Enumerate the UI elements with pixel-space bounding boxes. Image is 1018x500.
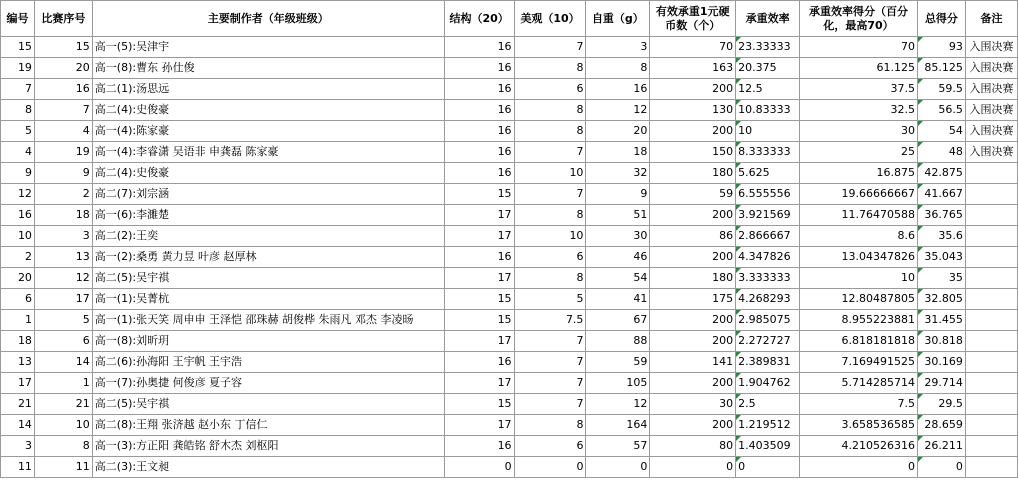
table-row bbox=[1, 289, 1018, 310]
cell-efficiency[interactable]: 0 bbox=[736, 457, 800, 478]
header-appearance[interactable]: 美观（10） bbox=[514, 1, 586, 37]
cell-eff-score[interactable]: 61.125 bbox=[800, 58, 918, 79]
cell-note[interactable] bbox=[965, 163, 1017, 184]
header-seq[interactable]: 比赛序号 bbox=[34, 1, 92, 37]
cell-structure[interactable]: 16 bbox=[444, 352, 514, 373]
cell-weight[interactable]: 164 bbox=[586, 415, 650, 436]
cell-eff-score[interactable]: 70 bbox=[800, 37, 918, 58]
cell-author[interactable]: 高二(5):吴宇祺 bbox=[92, 268, 444, 289]
cell-appearance[interactable]: 6 bbox=[514, 247, 586, 268]
cell-efficiency[interactable]: 4.347826 bbox=[736, 247, 800, 268]
cell-note[interactable] bbox=[965, 415, 1017, 436]
cell-appearance[interactable]: 6 bbox=[514, 436, 586, 457]
cell-structure[interactable]: 0 bbox=[444, 457, 514, 478]
cell-structure[interactable]: 15 bbox=[444, 184, 514, 205]
table-row bbox=[1, 247, 1018, 268]
cell-note[interactable]: 入围决赛 bbox=[965, 142, 1017, 163]
cell-total[interactable]: 26.211 bbox=[917, 436, 965, 457]
cell-coins[interactable]: 200 bbox=[650, 79, 736, 100]
cell-seq[interactable]: 14 bbox=[34, 352, 92, 373]
table-row bbox=[1, 184, 1018, 205]
cell-author[interactable]: 高二(6):孙海阳 王宇帆 王宇浩 bbox=[92, 352, 444, 373]
cell-eff-score[interactable]: 7.169491525 bbox=[800, 352, 918, 373]
cell-coins[interactable]: 86 bbox=[650, 226, 736, 247]
cell-structure[interactable]: 16 bbox=[444, 100, 514, 121]
cell-note[interactable] bbox=[965, 205, 1017, 226]
cell-total[interactable]: 30.818 bbox=[917, 331, 965, 352]
cell-efficiency[interactable]: 2.272727 bbox=[736, 331, 800, 352]
cell-total[interactable]: 35.043 bbox=[917, 247, 965, 268]
cell-eff-score[interactable]: 13.04347826 bbox=[800, 247, 918, 268]
cell-coins[interactable]: 59 bbox=[650, 184, 736, 205]
cell-efficiency[interactable]: 2.985075 bbox=[736, 310, 800, 331]
cell-seq[interactable]: 10 bbox=[34, 415, 92, 436]
cell-eff-score[interactable]: 32.5 bbox=[800, 100, 918, 121]
cell-note[interactable] bbox=[965, 436, 1017, 457]
cell-author[interactable]: 高一(3):方正阳 龚皓铭 舒木杰 刘枢阳 bbox=[92, 436, 444, 457]
cell-structure[interactable]: 16 bbox=[444, 142, 514, 163]
cell-structure[interactable]: 17 bbox=[444, 226, 514, 247]
table-row bbox=[1, 58, 1018, 79]
cell-structure[interactable]: 16 bbox=[444, 247, 514, 268]
cell-id[interactable]: 16 bbox=[1, 205, 35, 226]
cell-efficiency[interactable]: 12.5 bbox=[736, 79, 800, 100]
cell-id[interactable]: 2 bbox=[1, 247, 35, 268]
cell-weight[interactable]: 0 bbox=[586, 457, 650, 478]
cell-id[interactable]: 14 bbox=[1, 415, 35, 436]
cell-id[interactable]: 4 bbox=[1, 142, 35, 163]
header-structure[interactable]: 结构（20） bbox=[444, 1, 514, 37]
cell-coins[interactable]: 163 bbox=[650, 58, 736, 79]
cell-seq[interactable]: 19 bbox=[34, 142, 92, 163]
cell-eff-score[interactable]: 8.6 bbox=[800, 226, 918, 247]
table-row bbox=[1, 205, 1018, 226]
cell-appearance[interactable]: 10 bbox=[514, 226, 586, 247]
header-note[interactable]: 备注 bbox=[965, 1, 1017, 37]
cell-author[interactable]: 高一(6):李濉楚 bbox=[92, 205, 444, 226]
cell-eff-score[interactable]: 5.714285714 bbox=[800, 373, 918, 394]
table-row bbox=[1, 394, 1018, 415]
cell-appearance[interactable]: 7.5 bbox=[514, 310, 586, 331]
cell-id[interactable]: 10 bbox=[1, 226, 35, 247]
cell-seq[interactable]: 9 bbox=[34, 163, 92, 184]
cell-appearance[interactable]: 7 bbox=[514, 373, 586, 394]
cell-seq[interactable]: 7 bbox=[34, 100, 92, 121]
cell-efficiency[interactable]: 4.268293 bbox=[736, 289, 800, 310]
cell-efficiency[interactable]: 10 bbox=[736, 121, 800, 142]
table-row bbox=[1, 436, 1018, 457]
table-row bbox=[1, 457, 1018, 478]
cell-appearance[interactable]: 7 bbox=[514, 142, 586, 163]
cell-efficiency[interactable]: 2.389831 bbox=[736, 352, 800, 373]
cell-note[interactable] bbox=[965, 226, 1017, 247]
cell-seq[interactable]: 5 bbox=[34, 310, 92, 331]
cell-coins[interactable]: 200 bbox=[650, 205, 736, 226]
cell-weight[interactable]: 12 bbox=[586, 394, 650, 415]
table-row bbox=[1, 373, 1018, 394]
cell-seq[interactable]: 3 bbox=[34, 226, 92, 247]
cell-total[interactable]: 31.455 bbox=[917, 310, 965, 331]
cell-note[interactable] bbox=[965, 373, 1017, 394]
cell-total[interactable]: 29.5 bbox=[917, 394, 965, 415]
header-author[interactable]: 主要制作者（年级班级） bbox=[92, 1, 444, 37]
header-id[interactable]: 编号 bbox=[1, 1, 35, 37]
cell-coins[interactable]: 141 bbox=[650, 352, 736, 373]
cell-appearance[interactable]: 6 bbox=[514, 79, 586, 100]
cell-coins[interactable]: 180 bbox=[650, 268, 736, 289]
cell-eff-score[interactable]: 3.658536585 bbox=[800, 415, 918, 436]
cell-weight[interactable]: 59 bbox=[586, 352, 650, 373]
cell-appearance[interactable]: 7 bbox=[514, 352, 586, 373]
cell-structure[interactable]: 16 bbox=[444, 436, 514, 457]
cell-total[interactable]: 93 bbox=[917, 37, 965, 58]
table-row bbox=[1, 331, 1018, 352]
header-weight[interactable]: 自重（g） bbox=[586, 1, 650, 37]
cell-weight[interactable]: 30 bbox=[586, 226, 650, 247]
cell-note[interactable]: 入围决赛 bbox=[965, 121, 1017, 142]
cell-eff-score[interactable]: 8.955223881 bbox=[800, 310, 918, 331]
cell-coins[interactable]: 200 bbox=[650, 310, 736, 331]
cell-weight[interactable]: 12 bbox=[586, 100, 650, 121]
cell-appearance[interactable]: 8 bbox=[514, 121, 586, 142]
table-row bbox=[1, 121, 1018, 142]
table-row bbox=[1, 268, 1018, 289]
cell-total[interactable]: 35 bbox=[917, 268, 965, 289]
cell-id[interactable]: 21 bbox=[1, 394, 35, 415]
cell-id[interactable]: 17 bbox=[1, 373, 35, 394]
cell-seq[interactable]: 21 bbox=[34, 394, 92, 415]
cell-total[interactable]: 29.714 bbox=[917, 373, 965, 394]
cell-coins[interactable]: 70 bbox=[650, 37, 736, 58]
cell-appearance[interactable]: 0 bbox=[514, 457, 586, 478]
table-row bbox=[1, 415, 1018, 436]
cell-note[interactable] bbox=[965, 310, 1017, 331]
cell-coins[interactable]: 175 bbox=[650, 289, 736, 310]
cell-id[interactable]: 3 bbox=[1, 436, 35, 457]
cell-structure[interactable]: 16 bbox=[444, 163, 514, 184]
cell-author[interactable]: 高一(8):曹东 孙仕俊 bbox=[92, 58, 444, 79]
cell-coins[interactable]: 30 bbox=[650, 394, 736, 415]
cell-weight[interactable]: 3 bbox=[586, 37, 650, 58]
cell-weight[interactable]: 18 bbox=[586, 142, 650, 163]
cell-efficiency[interactable]: 3.921569 bbox=[736, 205, 800, 226]
cell-appearance[interactable]: 8 bbox=[514, 205, 586, 226]
cell-weight[interactable]: 46 bbox=[586, 247, 650, 268]
cell-appearance[interactable]: 7 bbox=[514, 331, 586, 352]
cell-author[interactable]: 高二(8):王翔 张济越 赵小东 丁信仁 bbox=[92, 415, 444, 436]
cell-eff-score[interactable]: 19.66666667 bbox=[800, 184, 918, 205]
cell-total[interactable]: 59.5 bbox=[917, 79, 965, 100]
cell-eff-score[interactable]: 4.210526316 bbox=[800, 436, 918, 457]
cell-note[interactable]: 入围决赛 bbox=[965, 58, 1017, 79]
cell-total[interactable]: 0 bbox=[917, 457, 965, 478]
cell-seq[interactable]: 18 bbox=[34, 205, 92, 226]
cell-note[interactable] bbox=[965, 184, 1017, 205]
cell-appearance[interactable]: 8 bbox=[514, 100, 586, 121]
cell-seq[interactable]: 16 bbox=[34, 79, 92, 100]
cell-id[interactable]: 9 bbox=[1, 163, 35, 184]
cell-coins[interactable]: 200 bbox=[650, 247, 736, 268]
table-row bbox=[1, 310, 1018, 331]
cell-weight[interactable]: 51 bbox=[586, 205, 650, 226]
cell-structure[interactable]: 17 bbox=[444, 205, 514, 226]
cell-total[interactable]: 85.125 bbox=[917, 58, 965, 79]
cell-appearance[interactable]: 7 bbox=[514, 184, 586, 205]
cell-note[interactable] bbox=[965, 394, 1017, 415]
cell-note[interactable] bbox=[965, 268, 1017, 289]
cell-author[interactable]: 高一(1):张天笑 周申申 王泽恺 邵珠赫 胡俊桦 朱雨凡 邓杰 李凌旸 bbox=[92, 310, 444, 331]
header-efficiency[interactable]: 承重效率 bbox=[736, 1, 800, 37]
cell-efficiency[interactable]: 20.375 bbox=[736, 58, 800, 79]
cell-weight[interactable]: 88 bbox=[586, 331, 650, 352]
cell-efficiency[interactable]: 2.866667 bbox=[736, 226, 800, 247]
cell-total[interactable]: 41.667 bbox=[917, 184, 965, 205]
cell-author[interactable]: 高一(4):陈家豪 bbox=[92, 121, 444, 142]
cell-note[interactable]: 入围决赛 bbox=[965, 100, 1017, 121]
cell-weight[interactable]: 32 bbox=[586, 163, 650, 184]
cell-total[interactable]: 30.169 bbox=[917, 352, 965, 373]
cell-eff-score[interactable]: 10 bbox=[800, 268, 918, 289]
cell-weight[interactable]: 8 bbox=[586, 58, 650, 79]
cell-eff-score[interactable]: 12.80487805 bbox=[800, 289, 918, 310]
table-row bbox=[1, 352, 1018, 373]
cell-structure[interactable]: 16 bbox=[444, 58, 514, 79]
cell-coins[interactable]: 200 bbox=[650, 373, 736, 394]
cell-total[interactable]: 48 bbox=[917, 142, 965, 163]
cell-weight[interactable]: 41 bbox=[586, 289, 650, 310]
cell-total[interactable]: 28.659 bbox=[917, 415, 965, 436]
cell-structure[interactable]: 17 bbox=[444, 268, 514, 289]
cell-structure[interactable]: 15 bbox=[444, 394, 514, 415]
cell-author[interactable]: 高二(4):史俊豪 bbox=[92, 163, 444, 184]
cell-seq[interactable]: 11 bbox=[34, 457, 92, 478]
table-row bbox=[1, 37, 1018, 58]
cell-author[interactable]: 高二(5):吴宇祺 bbox=[92, 394, 444, 415]
cell-total[interactable]: 54 bbox=[917, 121, 965, 142]
cell-id[interactable]: 1 bbox=[1, 310, 35, 331]
cell-appearance[interactable]: 8 bbox=[514, 268, 586, 289]
cell-total[interactable]: 42.875 bbox=[917, 163, 965, 184]
cell-efficiency[interactable]: 1.904762 bbox=[736, 373, 800, 394]
cell-note[interactable] bbox=[965, 457, 1017, 478]
cell-eff-score[interactable]: 30 bbox=[800, 121, 918, 142]
cell-id[interactable]: 12 bbox=[1, 184, 35, 205]
cell-coins[interactable]: 150 bbox=[650, 142, 736, 163]
cell-author[interactable]: 高一(4):李睿潇 吴语非 申龚磊 陈家豪 bbox=[92, 142, 444, 163]
cell-eff-score[interactable]: 25 bbox=[800, 142, 918, 163]
cell-eff-score[interactable]: 6.818181818 bbox=[800, 331, 918, 352]
cell-id[interactable]: 15 bbox=[1, 37, 35, 58]
cell-appearance[interactable]: 7 bbox=[514, 37, 586, 58]
cell-weight[interactable]: 16 bbox=[586, 79, 650, 100]
cell-author[interactable]: 高二(2):王奕 bbox=[92, 226, 444, 247]
header-total[interactable]: 总得分 bbox=[917, 1, 965, 37]
cell-weight[interactable]: 9 bbox=[586, 184, 650, 205]
cell-eff-score[interactable]: 7.5 bbox=[800, 394, 918, 415]
cell-seq[interactable]: 6 bbox=[34, 331, 92, 352]
cell-total[interactable]: 35.6 bbox=[917, 226, 965, 247]
cell-id[interactable]: 20 bbox=[1, 268, 35, 289]
cell-id[interactable]: 19 bbox=[1, 58, 35, 79]
cell-author[interactable]: 高一(1):吴菁杭 bbox=[92, 289, 444, 310]
cell-author[interactable]: 高二(7):刘宗涵 bbox=[92, 184, 444, 205]
header-row bbox=[1, 1, 1018, 37]
cell-author[interactable]: 高一(7):孙奥捷 何俊彦 夏子容 bbox=[92, 373, 444, 394]
cell-coins[interactable]: 200 bbox=[650, 121, 736, 142]
cell-seq[interactable]: 20 bbox=[34, 58, 92, 79]
cell-author[interactable]: 高一(8):刘昕玥 bbox=[92, 331, 444, 352]
cell-coins[interactable]: 200 bbox=[650, 415, 736, 436]
table-row bbox=[1, 79, 1018, 100]
cell-author[interactable]: 高一(2):桑勇 黄力昱 叶彦 赵厚林 bbox=[92, 247, 444, 268]
cell-author[interactable]: 高一(5):吴津宇 bbox=[92, 37, 444, 58]
cell-efficiency[interactable]: 5.625 bbox=[736, 163, 800, 184]
cell-coins[interactable]: 180 bbox=[650, 163, 736, 184]
cell-note[interactable]: 入围决赛 bbox=[965, 37, 1017, 58]
cell-eff-score[interactable]: 16.875 bbox=[800, 163, 918, 184]
cell-appearance[interactable]: 7 bbox=[514, 394, 586, 415]
cell-note[interactable] bbox=[965, 331, 1017, 352]
cell-seq[interactable]: 1 bbox=[34, 373, 92, 394]
cell-weight[interactable]: 54 bbox=[586, 268, 650, 289]
cell-id[interactable]: 8 bbox=[1, 100, 35, 121]
cell-appearance[interactable]: 8 bbox=[514, 58, 586, 79]
cell-appearance[interactable]: 5 bbox=[514, 289, 586, 310]
header-eff-score[interactable]: 承重效率得分（百分化，最高70） bbox=[800, 1, 918, 37]
table-row bbox=[1, 163, 1018, 184]
cell-coins[interactable]: 200 bbox=[650, 331, 736, 352]
cell-id[interactable]: 5 bbox=[1, 121, 35, 142]
cell-seq[interactable]: 4 bbox=[34, 121, 92, 142]
cell-structure[interactable]: 16 bbox=[444, 37, 514, 58]
cell-total[interactable]: 56.5 bbox=[917, 100, 965, 121]
cell-author[interactable]: 高二(4):史俊豪 bbox=[92, 100, 444, 121]
cell-note[interactable] bbox=[965, 352, 1017, 373]
cell-coins[interactable]: 80 bbox=[650, 436, 736, 457]
cell-id[interactable]: 18 bbox=[1, 331, 35, 352]
cell-structure[interactable]: 17 bbox=[444, 331, 514, 352]
cell-coins[interactable]: 130 bbox=[650, 100, 736, 121]
cell-id[interactable]: 7 bbox=[1, 79, 35, 100]
cell-weight[interactable]: 20 bbox=[586, 121, 650, 142]
cell-total[interactable]: 32.805 bbox=[917, 289, 965, 310]
cell-eff-score[interactable]: 37.5 bbox=[800, 79, 918, 100]
cell-coins[interactable]: 0 bbox=[650, 457, 736, 478]
cell-weight[interactable]: 67 bbox=[586, 310, 650, 331]
cell-structure[interactable]: 17 bbox=[444, 415, 514, 436]
cell-structure[interactable]: 17 bbox=[444, 373, 514, 394]
cell-id[interactable]: 11 bbox=[1, 457, 35, 478]
cell-efficiency[interactable]: 1.219512 bbox=[736, 415, 800, 436]
header-coins[interactable]: 有效承重1元硬币数（个） bbox=[650, 1, 736, 37]
cell-structure[interactable]: 16 bbox=[444, 121, 514, 142]
cell-weight[interactable]: 105 bbox=[586, 373, 650, 394]
table-row bbox=[1, 100, 1018, 121]
cell-note[interactable] bbox=[965, 289, 1017, 310]
cell-seq[interactable]: 17 bbox=[34, 289, 92, 310]
cell-author[interactable]: 高二(1):汤思远 bbox=[92, 79, 444, 100]
cell-total[interactable]: 36.765 bbox=[917, 205, 965, 226]
cell-efficiency[interactable]: 1.403509 bbox=[736, 436, 800, 457]
cell-seq[interactable]: 8 bbox=[34, 436, 92, 457]
cell-efficiency[interactable]: 3.333333 bbox=[736, 268, 800, 289]
cell-efficiency[interactable]: 8.333333 bbox=[736, 142, 800, 163]
cell-efficiency[interactable]: 6.555556 bbox=[736, 184, 800, 205]
cell-efficiency[interactable]: 10.83333 bbox=[736, 100, 800, 121]
cell-appearance[interactable]: 8 bbox=[514, 415, 586, 436]
cell-author[interactable]: 高二(3):王文昶 bbox=[92, 457, 444, 478]
cell-eff-score[interactable]: 11.76470588 bbox=[800, 205, 918, 226]
cell-weight[interactable]: 57 bbox=[586, 436, 650, 457]
cell-id[interactable]: 13 bbox=[1, 352, 35, 373]
cell-structure[interactable]: 16 bbox=[444, 79, 514, 100]
cell-seq[interactable]: 2 bbox=[34, 184, 92, 205]
table-row bbox=[1, 226, 1018, 247]
cell-note[interactable] bbox=[965, 247, 1017, 268]
cell-id[interactable]: 6 bbox=[1, 289, 35, 310]
cell-structure[interactable]: 15 bbox=[444, 289, 514, 310]
cell-seq[interactable]: 13 bbox=[34, 247, 92, 268]
cell-eff-score[interactable]: 0 bbox=[800, 457, 918, 478]
cell-efficiency[interactable]: 23.33333 bbox=[736, 37, 800, 58]
cell-efficiency[interactable]: 2.5 bbox=[736, 394, 800, 415]
cell-seq[interactable]: 12 bbox=[34, 268, 92, 289]
cell-seq[interactable]: 15 bbox=[34, 37, 92, 58]
table-row bbox=[1, 142, 1018, 163]
cell-structure[interactable]: 15 bbox=[444, 310, 514, 331]
cell-appearance[interactable]: 10 bbox=[514, 163, 586, 184]
cell-note[interactable]: 入围决赛 bbox=[965, 79, 1017, 100]
